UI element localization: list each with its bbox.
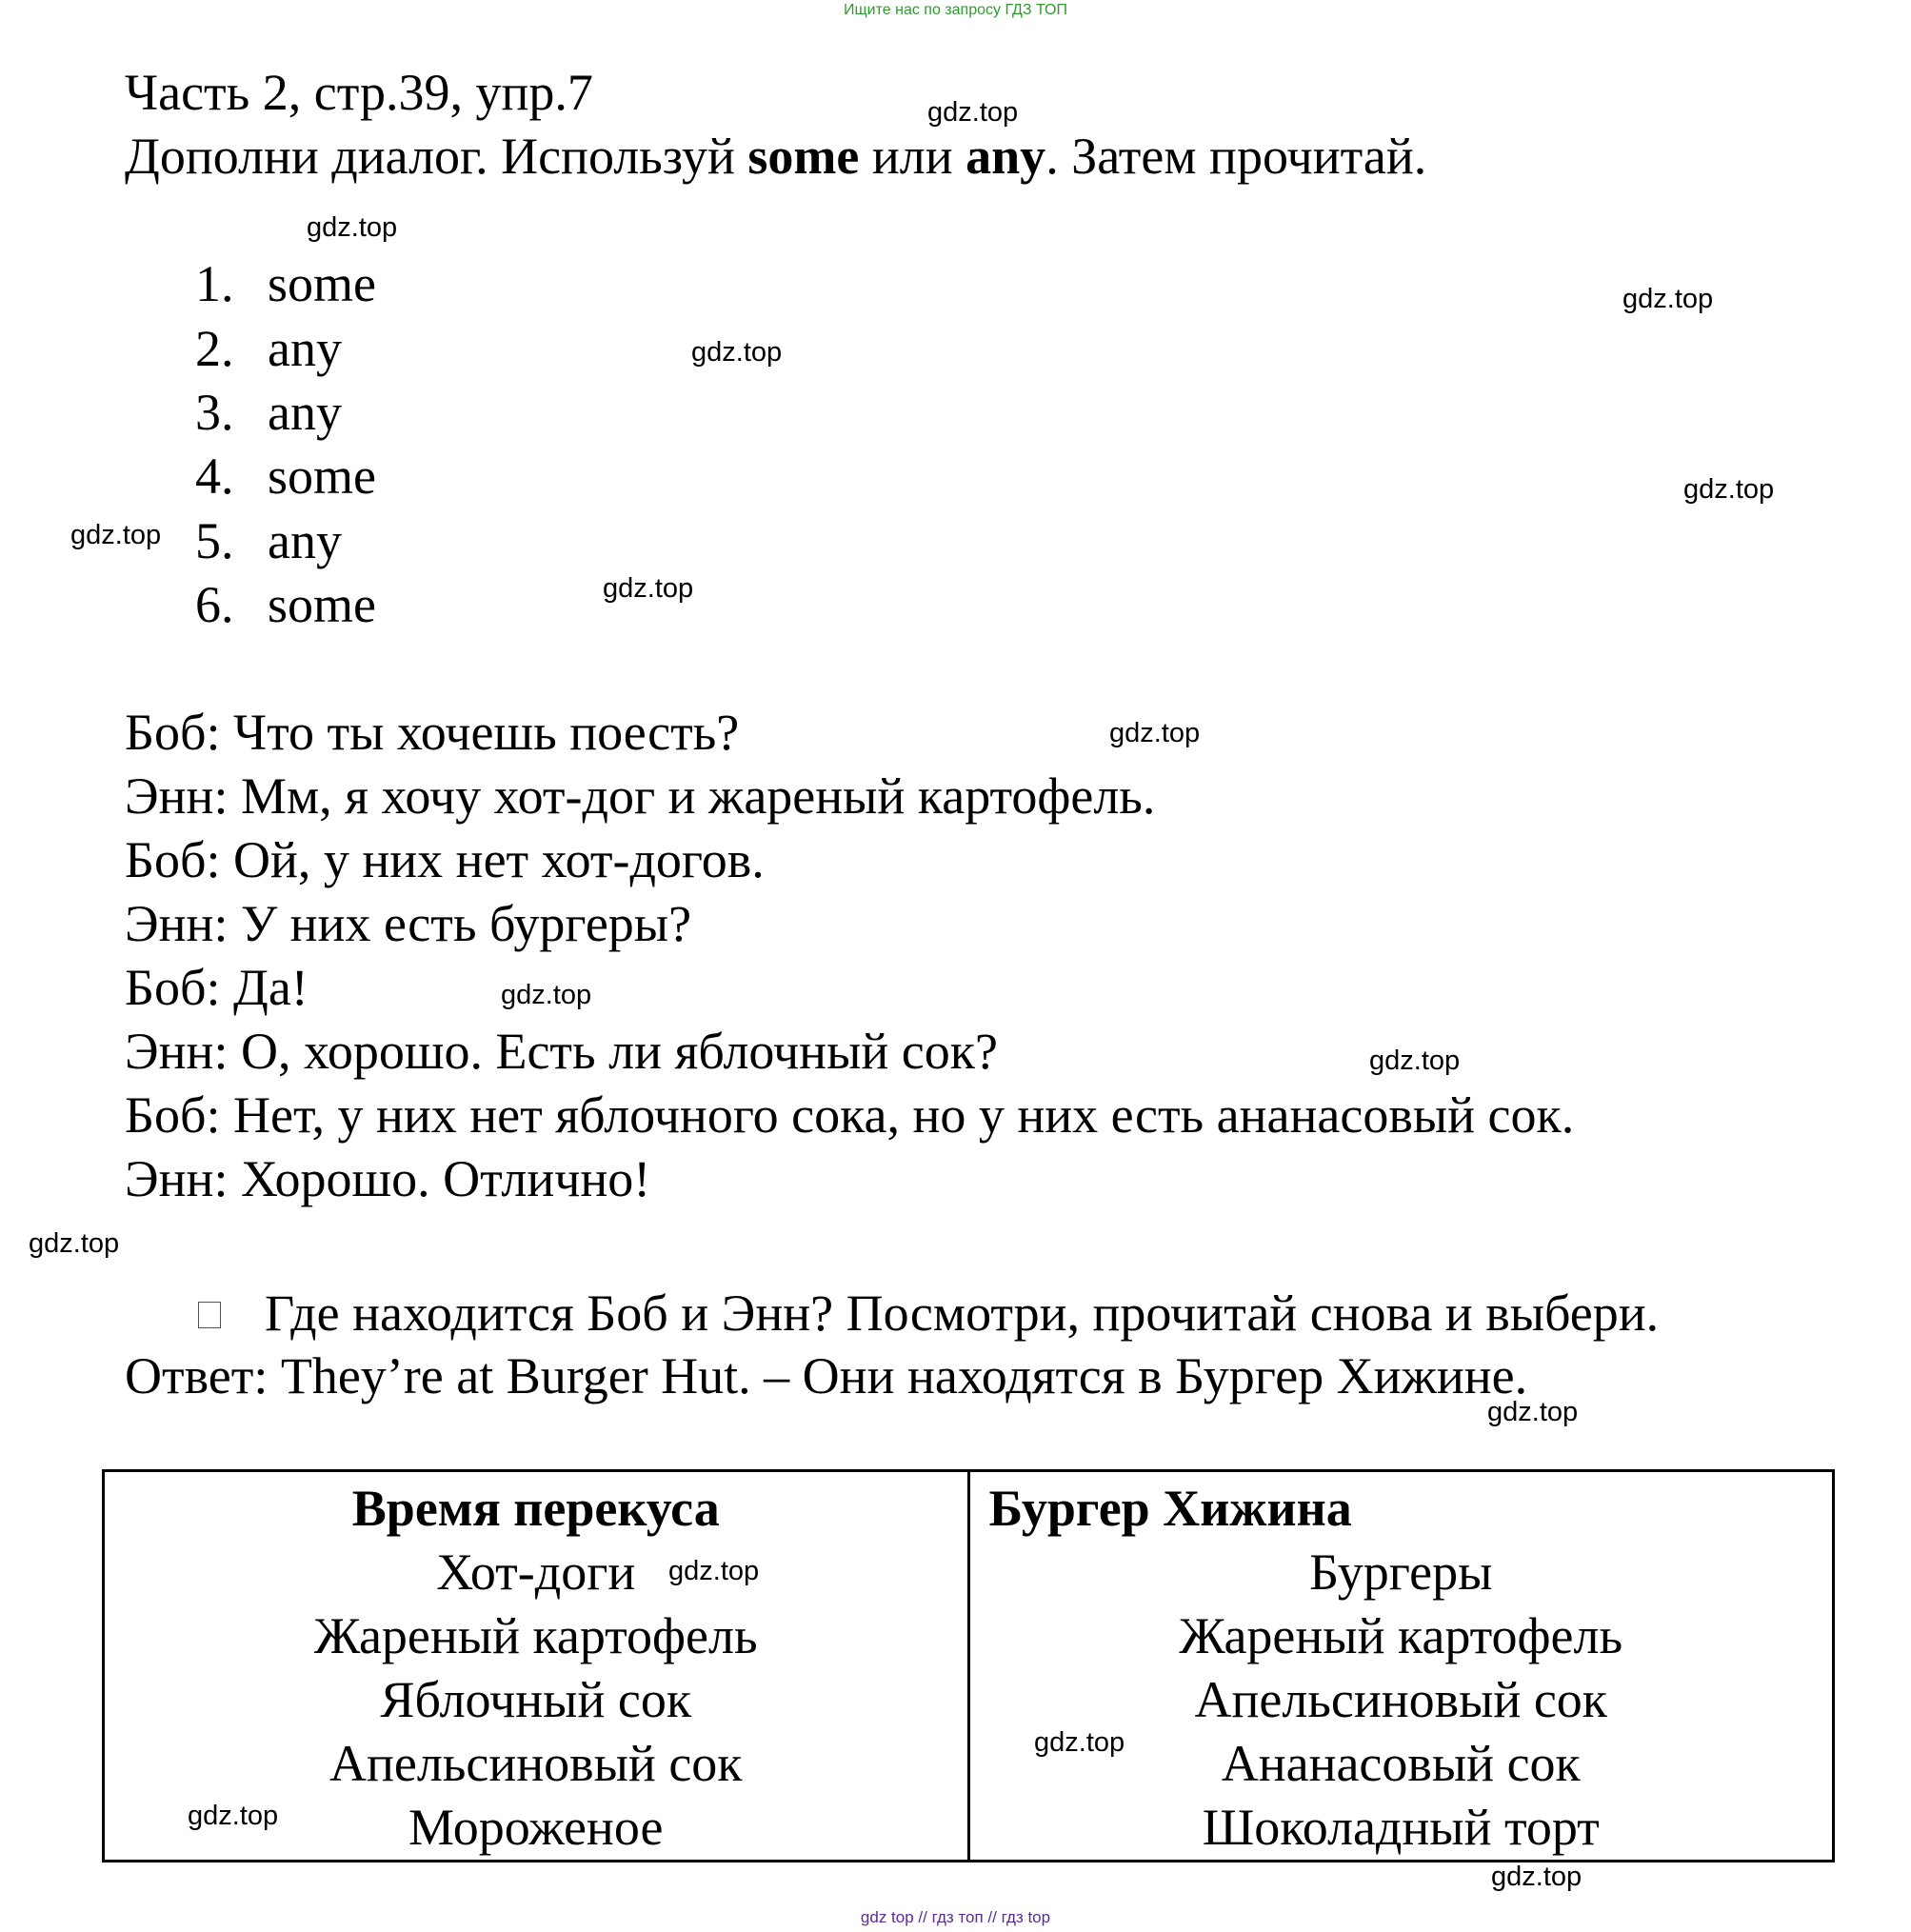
exercise-title: Часть 2, стр.39, упр.7 [125,64,593,121]
watermark: gdz.top [1034,1727,1125,1758]
menu-item: Апельсиновый сок [328,1735,743,1792]
answer-item [195,317,342,380]
menu-column-burger-hut [968,1471,1834,1862]
dialogue-line: Энн: Мм, я хочу хот-дог и жареный картофель. [125,767,1156,825]
watermark: gdz.top [501,980,592,1010]
menu-title: Время перекуса [351,1480,720,1537]
menu-item: Бургеры [1309,1544,1493,1601]
dialogue-line: Энн: У них есть бургеры? [125,895,692,952]
instruction-prefix: Дополни диалог. Используй [125,128,748,185]
answer-word: some [268,255,376,312]
task2-answer: Ответ: They’re at Burger Hut. – Они находятся в Бургер Хижине. [125,1347,1528,1404]
watermark: gdz.top [29,1228,120,1259]
dialogue-line: Боб: Нет, у них нет яблочного сока, но у них есть ананасовый сок. [125,1086,1575,1144]
answer-number: 6. [195,576,234,633]
answer-number: 5. [195,512,234,569]
watermark: gdz.top [307,212,398,243]
instruction-word-any: any [965,128,1046,185]
answer-word: some [268,448,376,505]
watermark: gdz.top [1683,474,1775,505]
answer-word: some [268,576,376,633]
answer-item [195,381,342,444]
instruction-word-some: some [747,128,860,185]
checkbox-icon [198,1302,221,1328]
menu-table [102,1469,1835,1862]
menu-item: Жареный картофель [1179,1607,1623,1664]
dialogue-line: Боб: Да! [125,959,309,1016]
watermark: gdz.top [668,1556,760,1586]
menu-item: Яблочный сок [380,1671,692,1728]
answer-word: any [268,384,342,441]
watermark: gdz.top [1487,1397,1579,1427]
top-banner: Ищите нас по запросу ГДЗ ТОП [844,2,1067,18]
menu-title: Бургер Хижина [988,1480,1352,1537]
answer-number: 4. [195,448,234,505]
watermark: gdz.top [691,337,783,368]
watermark: gdz.top [1491,1862,1583,1892]
answer-word: any [268,512,342,569]
footer: gdz top // гдз топ // гдз top [860,1908,1051,1926]
watermark: gdz.top [1622,284,1714,314]
menu-item: Шоколадный торт [1202,1799,1600,1856]
menu-item: Хот-доги [436,1544,636,1601]
watermark: gdz.top [1109,718,1201,748]
answer-item [195,252,376,315]
answer-item [195,509,342,572]
watermark: gdz.top [188,1801,279,1831]
answer-item [195,445,376,508]
answer-word: any [268,320,342,377]
answer-number: 3. [195,384,234,441]
instruction-or: или [859,128,966,185]
dialogue-line: Энн: О, хорошо. Есть ли яблочный сок? [125,1023,998,1080]
watermark: gdz.top [927,97,1019,128]
answer-item [195,573,376,636]
menu-item: Апельсиновый сок [1194,1671,1608,1728]
exercise-instruction [125,125,1426,188]
answer-number: 2. [195,320,234,377]
menu-item: Ананасовый сок [1221,1735,1581,1792]
watermark: gdz.top [603,573,694,604]
menu-item: Мороженое [408,1799,664,1856]
dialogue-line: Боб: Что ты хочешь поесть? [125,704,740,761]
dialogue-line: Боб: Ой, у них нет хот-догов. [125,831,765,888]
watermark: gdz.top [1369,1046,1461,1076]
answer-number: 1. [195,255,234,312]
dialogue-line: Энн: Хорошо. Отлично! [125,1150,651,1207]
watermark: gdz.top [70,520,162,550]
menu-item: Жареный картофель [313,1607,758,1664]
task2-question: Где находится Боб и Энн? Посмотри, прочитай снова и выбери. [265,1285,1660,1342]
instruction-suffix: . Затем прочитай. [1045,128,1427,185]
